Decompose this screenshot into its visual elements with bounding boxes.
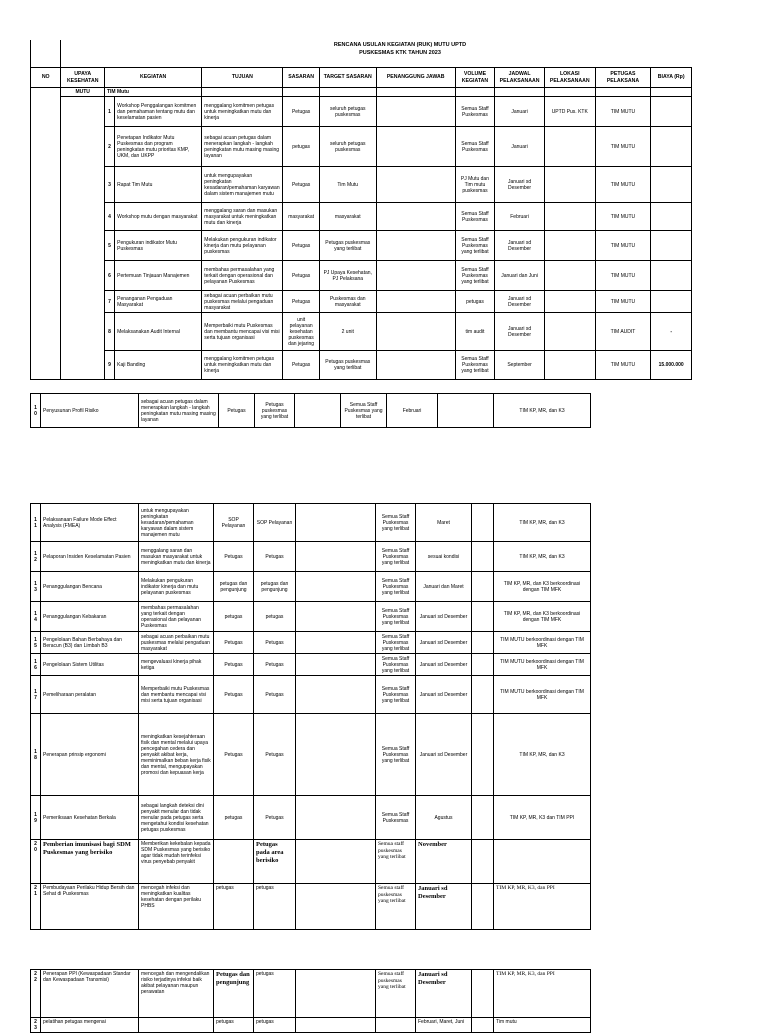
cell-jadwal: Februari	[387, 394, 438, 428]
cell-tujuan	[139, 1018, 214, 1033]
col-kegiatan: KEGIATAN	[104, 68, 201, 88]
empty-cell	[296, 572, 376, 602]
cell-sasaran: Petugas	[214, 654, 254, 676]
cell-sasaran: Petugas	[219, 394, 255, 428]
cell-no: 7	[104, 291, 114, 313]
cell-petugas: TIM KP, MR, K3, dan PPI	[494, 970, 591, 1018]
cell-petugas: TIM AUDIT	[595, 313, 651, 351]
empty-cell	[472, 714, 494, 796]
cell-biaya: 15.000.000	[651, 351, 692, 380]
cell-volume: Semua Staff Puskesmas yang terlibat	[376, 572, 416, 602]
col-petugas: PETUGAS PELAKSANA	[595, 68, 651, 88]
cell-kegiatan: Pelaksanaan Failure Mode Effect Analysis (FMEA)	[41, 504, 139, 542]
cell-target: Petugas puskesmas yang terlibat	[319, 231, 376, 261]
cell-sasaran: Petugas	[283, 97, 319, 127]
table-row	[31, 970, 591, 1018]
cell-target: PJ Upaya Kesehatan, PJ Pelaksana	[319, 261, 376, 291]
table-row	[31, 394, 591, 428]
table-row	[31, 714, 591, 796]
table-row	[31, 313, 692, 351]
cell-jadwal: September	[495, 351, 545, 380]
cell-sasaran: petugas	[214, 602, 254, 632]
table-header-row	[31, 68, 692, 88]
cell-kegiatan: Kaji Banding	[115, 351, 202, 380]
cell-petugas: TIM MUTU berkoordinasi dengan TIM MFK	[494, 654, 591, 676]
cell-target: Petugas	[254, 714, 296, 796]
cell-biaya	[651, 203, 692, 231]
cell-no: 5	[104, 231, 114, 261]
cell-jadwal: Januari sd Desember	[495, 231, 545, 261]
cell-lokasi	[544, 313, 595, 351]
table-row	[31, 167, 692, 203]
empty-cell	[376, 167, 455, 203]
cell-petugas: TIM KP, MR, K3 dan TIM PPI	[494, 796, 591, 840]
cell-sasaran: SOP Pelayanan	[214, 504, 254, 542]
col-sasaran: SASARAN	[283, 68, 319, 88]
cell-petugas: TIM KP, MR, dan K3	[494, 714, 591, 796]
table-row	[31, 203, 692, 231]
cell-no: 2	[104, 127, 114, 167]
empty-cell	[283, 88, 319, 97]
cell-target: Petugas pada area berisiko	[254, 840, 296, 884]
cell-tujuan: mengevaluasi kinerja pihak ketiga	[139, 654, 214, 676]
empty-cell	[495, 88, 545, 97]
cell-jadwal: Januari sd Desember	[495, 313, 545, 351]
cell-petugas: TIM MUTU berkoordinasi dengan TIM MFK	[494, 676, 591, 714]
cell-jadwal: Januari	[495, 127, 545, 167]
cell-petugas: TIM KP, MR, dan K3 berkoordinasi dengan TIM MFK	[494, 572, 591, 602]
cell-sasaran: petugas	[214, 796, 254, 840]
cell-no: 18	[31, 714, 41, 796]
cell-target: Puskesmas dan masyarakat	[319, 291, 376, 313]
cell-target: Petugas puskesmas yang terlibat	[255, 394, 295, 428]
cell-jadwal: Januari sd Desember	[416, 654, 472, 676]
col-pj: PENANGGUNG JAWAB	[376, 68, 455, 88]
col-tujuan: TUJUAN	[202, 68, 283, 88]
cell-tujuan: sebagai acuan petugas dalam menerapkan langkah - langkah peningkatan mutu masing masing layanan	[202, 127, 283, 167]
cell-volume: Semua Staff Puskesmas yang terlibat	[376, 654, 416, 676]
cell-biaya	[651, 97, 692, 127]
cell-kegiatan: pelatihan petugas mengenai	[41, 1018, 139, 1033]
empty-cell	[296, 504, 376, 542]
cell-tujuan: sebagai acuan perbaikan mutu puskesmas melalui pengaduan masyarakat	[139, 632, 214, 654]
empty-cell	[472, 602, 494, 632]
empty-cell	[296, 840, 376, 884]
cell-no: 6	[104, 261, 114, 291]
cell-sasaran: petugas	[214, 1018, 254, 1033]
cell-lokasi	[544, 203, 595, 231]
cell-lokasi	[544, 167, 595, 203]
cell-no: 21	[31, 884, 41, 930]
cell-target: seluruh petugas puskesmas	[319, 97, 376, 127]
cell-petugas: TIM MUTU	[595, 97, 651, 127]
cell-biaya	[651, 231, 692, 261]
empty-cell	[472, 840, 494, 884]
cell-tujuan: Memperbaiki mutu Puskesmas dan membantu mencapai visi misi serta tujuan organisasi	[139, 676, 214, 714]
cell-lokasi	[544, 261, 595, 291]
empty-cell	[296, 602, 376, 632]
cell-kegiatan: Penerapan PPI (Kewaspadaan Standar dan Kewaspadaan Transmisi)	[41, 970, 139, 1018]
empty-cell	[438, 394, 494, 428]
cell-target: Petugas	[254, 676, 296, 714]
cell-kegiatan: Penanggulangan Bencana	[41, 572, 139, 602]
col-volume: VOLUME KEGIATAN	[455, 68, 495, 88]
cell-target: masyarakat	[319, 203, 376, 231]
cell-kegiatan: Pelaporan Insiden Keselamatan Pasien	[41, 542, 139, 572]
cell-volume: Semua Staff Puskesmas	[376, 796, 416, 840]
table-row	[31, 840, 591, 884]
cell-kegiatan: Penyusunan Profil Risiko	[41, 394, 139, 428]
cell-no: 20	[31, 840, 41, 884]
cell-jadwal: Januari sd Desember	[495, 291, 545, 313]
cell-kegiatan: Pemeliharaan peralatan	[41, 676, 139, 714]
cell-petugas: TIM MUTU	[595, 351, 651, 380]
cell-jadwal: Januari	[495, 97, 545, 127]
cell-no: 13	[31, 572, 41, 602]
cell-volume: Semua Staff Puskesmas	[455, 203, 495, 231]
empty-cell	[376, 313, 455, 351]
cell-petugas: TIM KP, MR, K3, dan PPI	[494, 884, 591, 930]
cell-tujuan: menggalang saran dan masukan masyarakat untuk meningkatkan mutu dan kinerja	[202, 203, 283, 231]
ruk-table-page3	[30, 969, 591, 1033]
cell-petugas: TIM MUTU	[595, 127, 651, 167]
empty-cell	[296, 632, 376, 654]
cell-volume: Semua Staff Puskesmas yang terlibat	[376, 676, 416, 714]
cell-no: 9	[104, 351, 114, 380]
upaya-blank	[61, 97, 105, 380]
cell-lokasi	[544, 127, 595, 167]
ruk-main-table	[30, 67, 692, 380]
cell-target: seluruh petugas puskesmas	[319, 127, 376, 167]
cell-jadwal: Januari dan Juni	[495, 261, 545, 291]
cell-tujuan: menggalang komitmen petugas untuk meningkatkan mutu dan kinerja	[202, 97, 283, 127]
empty-cell	[376, 351, 455, 380]
tim-mutu-label: TIM Mutu	[104, 88, 201, 97]
table-row	[31, 654, 591, 676]
cell-kegiatan: Pertemuan Tinjauan Manajemen	[115, 261, 202, 291]
cell-sasaran: Petugas	[283, 231, 319, 261]
cell-volume	[376, 1018, 416, 1033]
cell-sasaran: Petugas dan pengunjung	[214, 970, 254, 1018]
cell-jadwal: Agustus	[416, 796, 472, 840]
empty-cell	[472, 542, 494, 572]
cell-tujuan: untuk mengupayakan peningkatan kesadaran/pemahaman karyawan dalam sistem manajemen mutu	[202, 167, 283, 203]
cell-tujuan: sebagai acuan petugas dalam menerapkan langkah - langkah peningkatan mutu masing masing layanan	[139, 394, 219, 428]
cell-volume: Semua staff puskesmas yang terlibat	[376, 970, 416, 1018]
cell-jadwal: Januari sd Desember	[416, 714, 472, 796]
no-blank	[31, 88, 61, 380]
cell-no: 4	[104, 203, 114, 231]
cell-kegiatan: Penerapan prinsip ergonomi	[41, 714, 139, 796]
cell-no: 23	[31, 1018, 41, 1033]
cell-target: Petugas	[254, 654, 296, 676]
table-row	[31, 261, 692, 291]
cell-petugas: TIM KP, MR, dan K3 berkoordinasi dengan TIM MFK	[494, 602, 591, 632]
table-row	[31, 572, 591, 602]
cell-no: 14	[31, 602, 41, 632]
cell-petugas: TIM MUTU	[595, 231, 651, 261]
cell-biaya	[651, 291, 692, 313]
cell-sasaran: masyarakat	[283, 203, 319, 231]
cell-sasaran: Petugas	[283, 167, 319, 203]
cell-kegiatan: Workshop mutu dengan masyarakat	[115, 203, 202, 231]
cell-sasaran: petugas	[283, 127, 319, 167]
cell-target: petugas	[254, 602, 296, 632]
cell-tujuan: sebagai langkah deteksi dini penyakit menular dan tidak menular pada petugas serta mengetahui kondisi kesehatan petugas puskesmas	[139, 796, 214, 840]
cell-kegiatan: Penanggulangan Kebakaran	[41, 602, 139, 632]
cell-sasaran: petugas	[214, 884, 254, 930]
table-row	[31, 632, 591, 654]
cell-sasaran: Petugas	[283, 291, 319, 313]
empty-cell	[296, 1018, 376, 1033]
empty-cell	[296, 542, 376, 572]
cell-volume: tim audit	[455, 313, 495, 351]
empty-cell	[376, 88, 455, 97]
cell-petugas: TIM MUTU	[595, 291, 651, 313]
cell-volume: Semua Staff Puskesmas yang terlibat	[455, 351, 495, 380]
cell-no: 11	[31, 504, 41, 542]
empty-cell	[296, 884, 376, 930]
cell-tujuan: Memperbaiki mutu Puskesmas dan membantu mencapai visi misi serta tujuan organisasi	[202, 313, 283, 351]
table-row	[31, 884, 591, 930]
col-lokasi: LOKASI PELAKSANAAN	[544, 68, 595, 88]
cell-kegiatan: Pengelolaan Sistem Utilitas	[41, 654, 139, 676]
col-target: TARGET SASARAN	[319, 68, 376, 88]
cell-tujuan: membahas permasalahan yang terkait dengan operasional dan pelayanan Puskesmas	[202, 261, 283, 291]
empty-cell	[472, 504, 494, 542]
empty-cell	[376, 291, 455, 313]
empty-cell	[319, 88, 376, 97]
cell-target: petugas dan pengunjung	[254, 572, 296, 602]
empty-cell	[376, 231, 455, 261]
cell-tujuan: meningkatkan kesejahteraan fisik dan mental melalui upaya pencegahan cedera dan penyakit akibat kerja, meminimalkan beban kerja fisik dan mental, mengupayakan promosi dan kepuasan kerja	[139, 714, 214, 796]
cell-volume: Semua staff puskesmas yang terlibat	[376, 884, 416, 930]
cell-jadwal: Januari sd Desember	[495, 167, 545, 203]
empty-cell	[376, 261, 455, 291]
cell-biaya	[651, 127, 692, 167]
cell-volume: petugas	[455, 291, 495, 313]
cell-no: 22	[31, 970, 41, 1018]
cell-sasaran: Petugas	[214, 542, 254, 572]
cell-jadwal: Februari	[495, 203, 545, 231]
cell-sasaran: Petugas	[214, 714, 254, 796]
cell-kegiatan: Workshop Penggalangan komitmen dan pemahaman tentang mutu dan keselamatan pasien	[115, 97, 202, 127]
frame-line-upaya	[60, 40, 61, 67]
empty-cell	[376, 127, 455, 167]
frame-line-left	[30, 40, 31, 67]
empty-cell	[472, 884, 494, 930]
cell-target: 2 unit	[319, 313, 376, 351]
cell-petugas: TIM MUTU	[595, 261, 651, 291]
cell-petugas: TIM MUTU	[595, 203, 651, 231]
cell-tujuan: mencegah infeksi dan meningkatkan kualitas kesehatan dengan perilaku PHBS	[139, 884, 214, 930]
cell-target: petugas	[254, 970, 296, 1018]
cell-volume: PJ Mutu dan Tim mutu puskesmas	[455, 167, 495, 203]
empty-cell	[296, 654, 376, 676]
subheader-row	[31, 88, 692, 97]
cell-target: Tim Mutu	[319, 167, 376, 203]
cell-target: Petugas	[254, 632, 296, 654]
cell-sasaran: Petugas	[283, 351, 319, 380]
cell-volume: Semua Staff Puskesmas yang terlibat	[376, 632, 416, 654]
cell-petugas: TIM MUTU berkoordinasi dengan TIM MFK	[494, 632, 591, 654]
upaya-mutu: MUTU	[61, 88, 105, 97]
cell-sasaran: Petugas	[214, 676, 254, 714]
cell-volume: Semua Staff Puskesmas yang terlibat	[341, 394, 387, 428]
cell-target: petugas	[254, 884, 296, 930]
cell-petugas: Tim mutu	[494, 1018, 591, 1033]
cell-no: 3	[104, 167, 114, 203]
cell-kegiatan: Penanganan Pengaduan Masyarakat	[115, 291, 202, 313]
cell-no: 10	[31, 394, 41, 428]
cell-tujuan: menggalang komitmen petugas untuk meningkatkan mutu dan kinerja	[202, 351, 283, 380]
title-line-1: RENCANA USULAN KEGIATAN (RUK) MUTU UPTD	[333, 42, 467, 48]
cell-volume: Semua Staff Puskesmas yang terlibat	[376, 542, 416, 572]
table-row	[31, 97, 692, 127]
empty-cell	[651, 88, 692, 97]
table-row	[31, 796, 591, 840]
cell-kegiatan: Pengukuran indikator Mutu Puskesmas	[115, 231, 202, 261]
table-row	[31, 676, 591, 714]
cell-volume: Semua Staff Puskesmas yang terlibat	[376, 602, 416, 632]
empty-cell	[296, 676, 376, 714]
cell-sasaran: unit pelayanan kesehatan puskesmas dan jejaring	[283, 313, 319, 351]
cell-jadwal: Januari sd Desember	[416, 970, 472, 1018]
empty-cell	[376, 97, 455, 127]
table-row	[31, 127, 692, 167]
cell-target: SOP Pelayanan	[254, 504, 296, 542]
table-row	[31, 504, 591, 542]
table-row	[31, 291, 692, 313]
cell-tujuan: sebagai acuan perbaikan mutu puskesmas melalui pengaduan masyarakat	[202, 291, 283, 313]
cell-tujuan: menggalang saran dan masukan masyarakat untuk meningkatkan mutu dan kinerja	[139, 542, 214, 572]
empty-cell	[455, 88, 495, 97]
col-jadwal: JADWAL PELAKSANAAN	[495, 68, 545, 88]
cell-tujuan: Melakukan pengukuran indikator kinerja dan mutu pelayanan puskesmas	[139, 572, 214, 602]
cell-no: 16	[31, 654, 41, 676]
cell-petugas: TIM KP, MR, dan K3	[494, 542, 591, 572]
table-row	[31, 231, 692, 261]
ruk-table-page2	[30, 503, 591, 930]
empty-cell	[595, 88, 651, 97]
cell-lokasi: UPTD Pus. KTK	[544, 97, 595, 127]
col-no: NO	[31, 68, 61, 88]
cell-sasaran	[214, 840, 254, 884]
cell-lokasi	[544, 351, 595, 380]
cell-volume: Semua Staff Puskesmas yang terlibat	[376, 714, 416, 796]
cell-target: petugas	[254, 1018, 296, 1033]
cell-petugas: TIM KP, MR, dan K3	[494, 394, 591, 428]
cell-no: 15	[31, 632, 41, 654]
empty-cell	[202, 88, 283, 97]
cell-petugas: TIM MUTU	[595, 167, 651, 203]
cell-target: Petugas puskesmas yang terlibat	[319, 351, 376, 380]
cell-petugas	[494, 840, 591, 884]
cell-sasaran: Petugas	[214, 632, 254, 654]
empty-cell	[472, 572, 494, 602]
cell-jadwal: Januari sd Desember	[416, 884, 472, 930]
cell-tujuan: Memberikan kekebalan kepada SDM Puskesmas yang berisiko agar tidak mudah terinfeksi virus penyebab penyakit	[139, 840, 214, 884]
cell-volume: Semua Staff Puskesmas yang terlibat	[455, 261, 495, 291]
table-row	[31, 1018, 591, 1033]
cell-jadwal: Maret	[416, 504, 472, 542]
cell-biaya	[651, 261, 692, 291]
cell-petugas: TIM KP, MR, dan K3	[494, 504, 591, 542]
cell-jadwal: Januari dan Maret	[416, 572, 472, 602]
cell-volume: Semua Staff Puskesmas yang terlibat	[376, 504, 416, 542]
cell-volume: Semua Staff Puskesmas	[455, 97, 495, 127]
row10-table	[30, 393, 591, 428]
cell-jadwal: November	[416, 840, 472, 884]
cell-jadwal: sesuai kondisi	[416, 542, 472, 572]
cell-sasaran: Petugas	[283, 261, 319, 291]
cell-kegiatan: Rapat Tim Mutu	[115, 167, 202, 203]
empty-cell	[295, 394, 341, 428]
cell-kegiatan: Penetapan Indikator Mutu Puskesmas dan program peningkatan mutu prioritas KMP, UKM, dan UKPP	[115, 127, 202, 167]
cell-kegiatan: Pemberian imunisasi bagi SDM Puskesmas yang berisiko	[41, 840, 139, 884]
empty-cell	[472, 796, 494, 840]
cell-kegiatan: Pemeriksaan Kesehatan Berkala	[41, 796, 139, 840]
cell-sasaran: petugas dan pengunjung	[214, 572, 254, 602]
cell-biaya	[651, 167, 692, 203]
empty-cell	[376, 203, 455, 231]
cell-no: 19	[31, 796, 41, 840]
cell-volume: Semua Staff Puskesmas	[455, 127, 495, 167]
table-row	[31, 542, 591, 572]
cell-no: 8	[104, 313, 114, 351]
empty-cell	[472, 1018, 494, 1033]
cell-target: Petugas	[254, 796, 296, 840]
cell-tujuan: membahas permasalahan yang terkait dengan operasional dan pelayanan Puskesmas	[139, 602, 214, 632]
empty-cell	[544, 88, 595, 97]
cell-biaya: -	[651, 313, 692, 351]
cell-jadwal: Januari sd Desember	[416, 676, 472, 714]
empty-cell	[296, 714, 376, 796]
cell-lokasi	[544, 231, 595, 261]
cell-jadwal: Januari sd Desember	[416, 602, 472, 632]
cell-lokasi	[544, 291, 595, 313]
empty-cell	[472, 970, 494, 1018]
cell-no: 17	[31, 676, 41, 714]
cell-jadwal: Januari sd Desember	[416, 632, 472, 654]
cell-jadwal: Februari, Maret, Juni	[416, 1018, 472, 1033]
cell-volume: Semua Staff Puskesmas yang terlibat	[455, 231, 495, 261]
cell-kegiatan: Pembudayaan Perilaku Hidup Bersih dan Sehat di Puskesmas	[41, 884, 139, 930]
document-title	[200, 41, 600, 58]
cell-no: 1	[104, 97, 114, 127]
cell-kegiatan: Pengelolaan Bahan Berbahaya dan Beracun (B3) dan Limbah B3	[41, 632, 139, 654]
cell-kegiatan: Melaksanakan Audit Internal	[115, 313, 202, 351]
empty-cell	[296, 970, 376, 1018]
cell-tujuan: mencegah dan mengendalikan risiko terjadinya infeksi baik akibat pelayanan maupun perawatan	[139, 970, 214, 1018]
col-upaya: UPAYA KESEHATAN	[61, 68, 105, 88]
empty-cell	[472, 676, 494, 714]
cell-tujuan: untuk mengupayakan peningkatan kesadaran/pemahaman karyawan dalam sistem manajemen mutu	[139, 504, 214, 542]
cell-tujuan: Melakukan pengukuran indikator kinerja dan mutu pelayanan puskesmas	[202, 231, 283, 261]
table-row	[31, 602, 591, 632]
col-biaya: BIAYA (Rp)	[651, 68, 692, 88]
empty-cell	[296, 796, 376, 840]
table-row	[31, 351, 692, 380]
cell-volume: Semua staff puskesmas yang terlibat	[376, 840, 416, 884]
cell-target: Petugas	[254, 542, 296, 572]
cell-no: 12	[31, 542, 41, 572]
title-line-2: PUSKESMAS KTK TAHUN 2023	[359, 50, 441, 57]
empty-cell	[472, 632, 494, 654]
empty-cell	[472, 654, 494, 676]
